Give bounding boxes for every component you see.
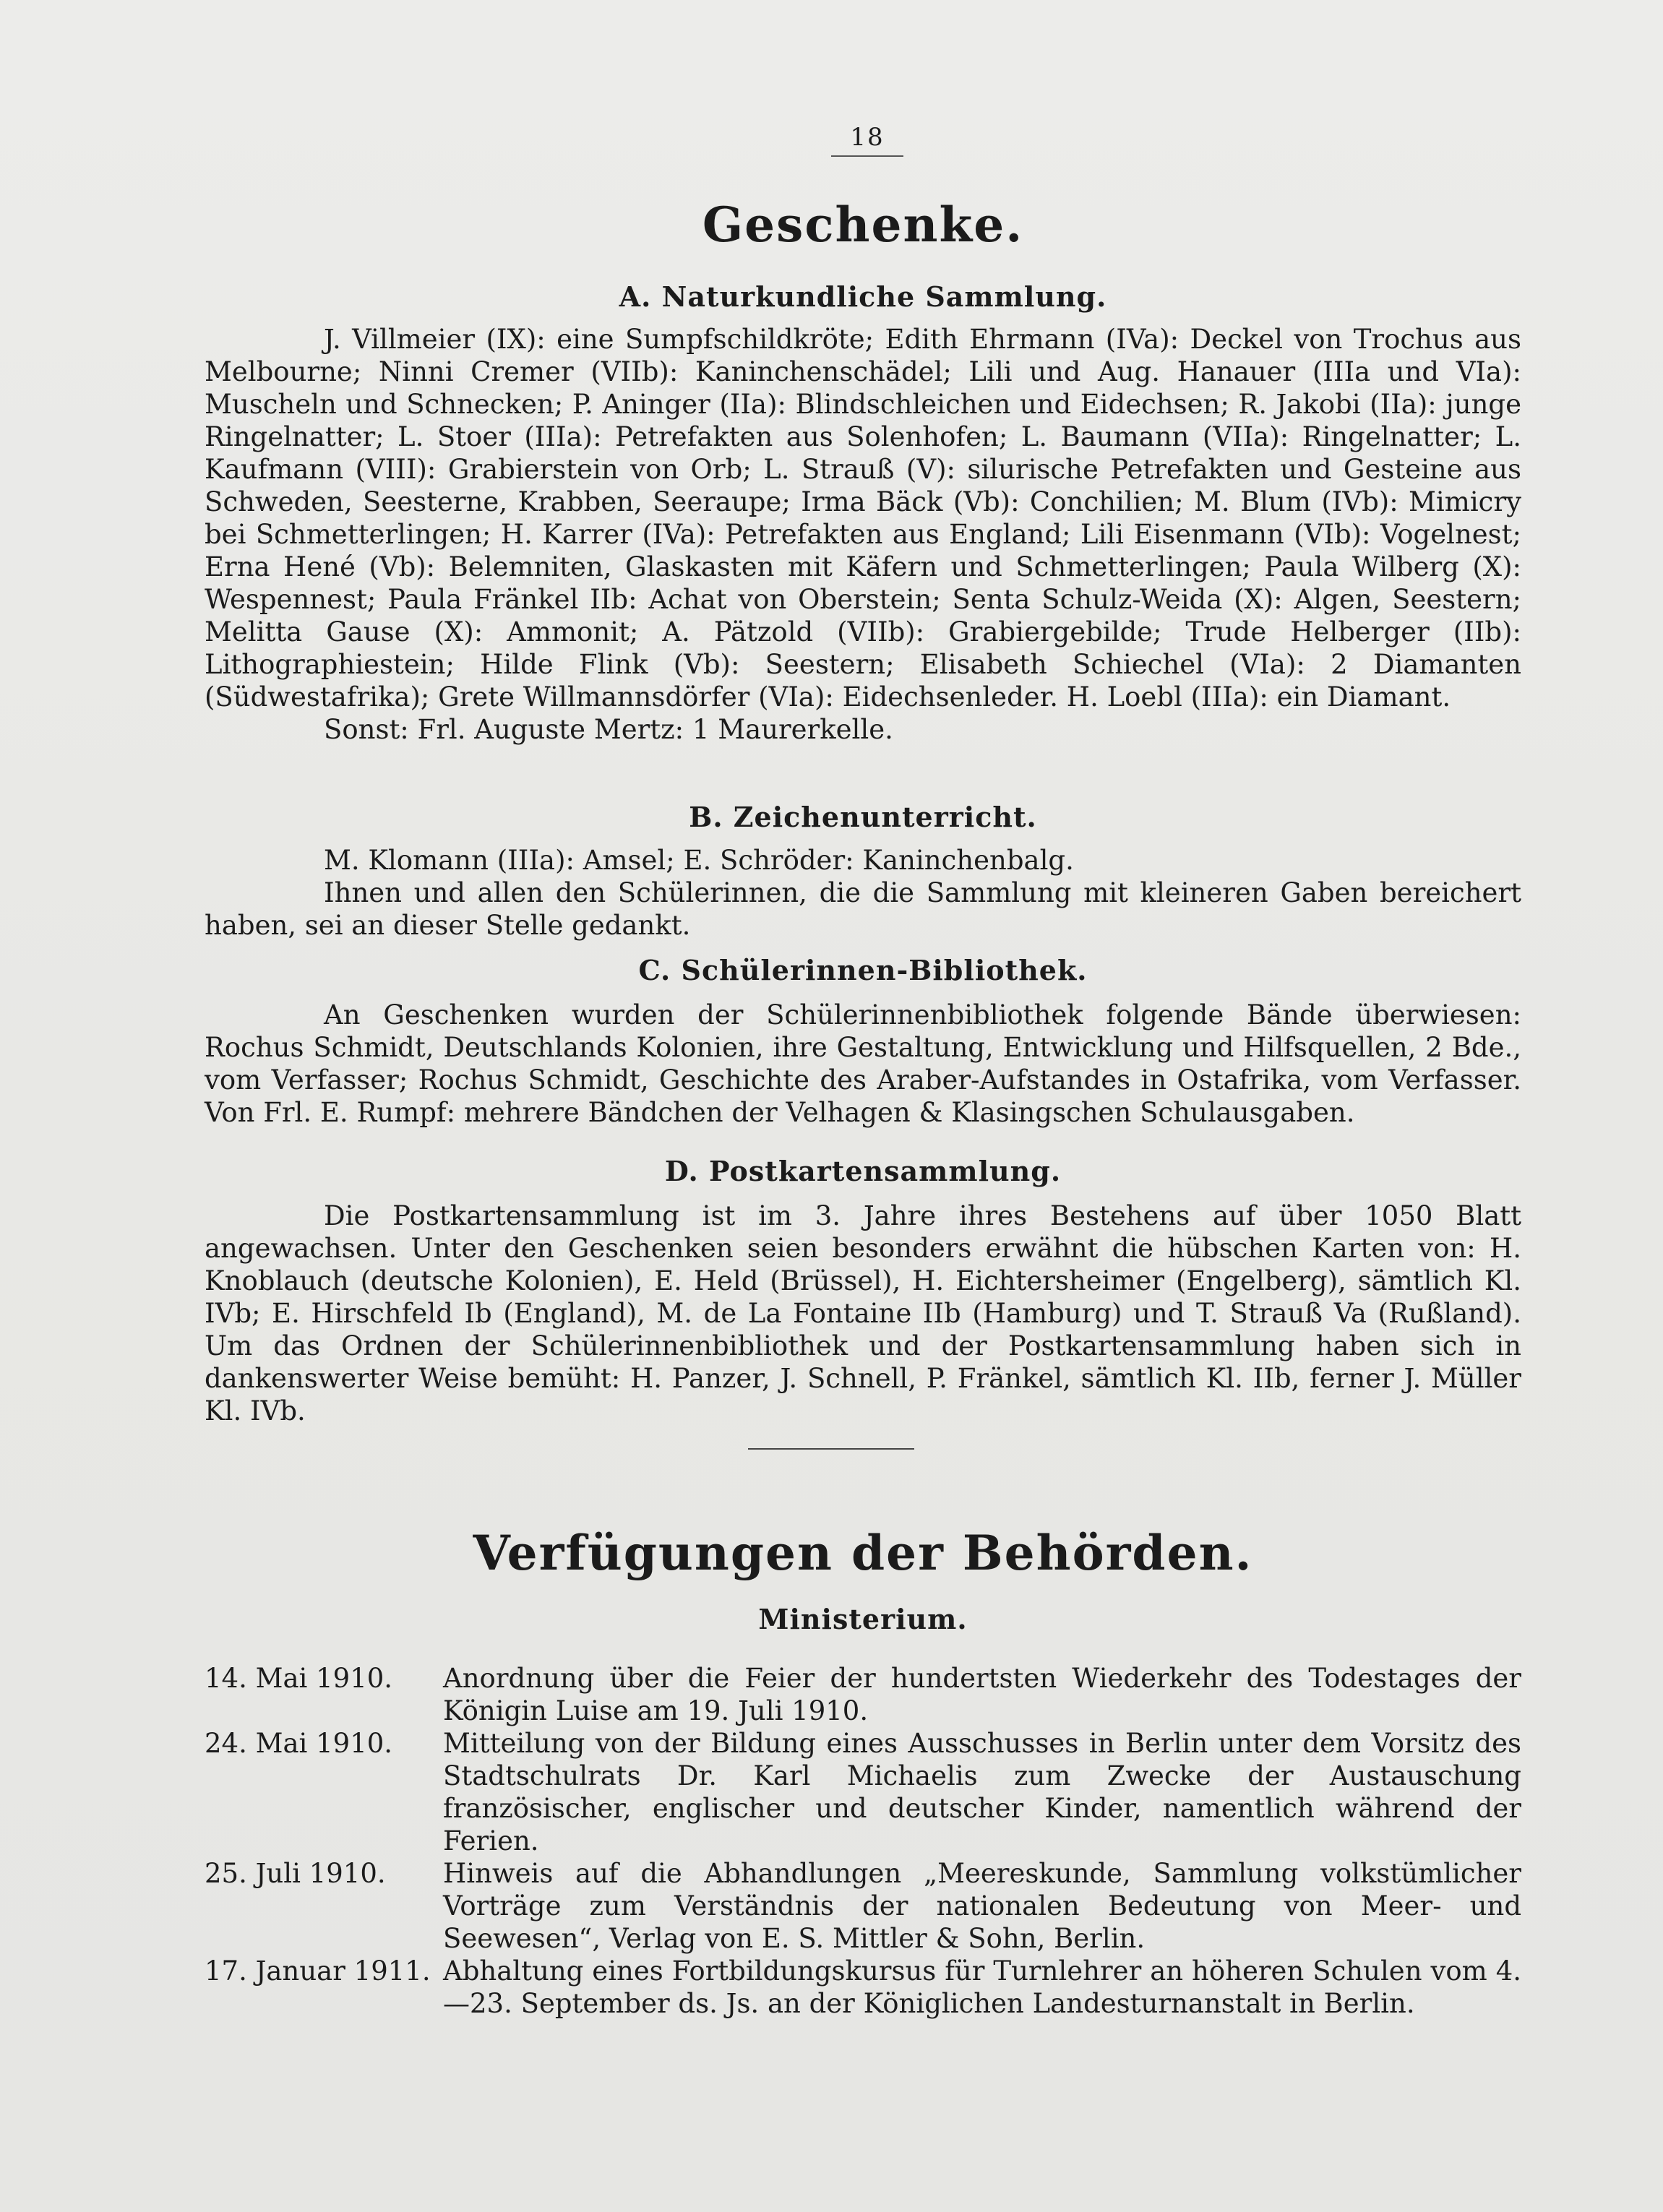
page-number: 18 [850,123,885,152]
decree-entry [205,1662,1521,1727]
decree-text: Hinweis auf die Abhandlungen „Meereskunde, Sammlung volkstümlicher Vorträge zum Verständnis der nationalen Bedeutung von Meer- und Seewesen“, Verlag von E. S. Mittler & Sohn, Berlin. [443,1858,1521,1954]
section-a-sonst: Sonst: Frl. Auguste Mertz: 1 Maurerkelle. [324,714,893,745]
page-number-rule [831,155,903,157]
decree-text: Abhaltung eines Fortbildungskursus für Turnlehrer an höheren Schulen vom 4.—23. September ds. Js. an der Königlichen Landesturnanstalt in Berlin. [443,1955,1521,2019]
decree-text: Mitteilung von der Bildung eines Ausschusses in Berlin unter dem Vorsitz des Stadtschulrats Dr. Karl Michaelis zum Zwecke der Austauschung französischer, englischer und deutscher Kinder, namentlich während der Ferien. [443,1728,1521,1856]
section-a-paragraph: J. Villmeier (IX): eine Sumpfschildkröte; Edith Ehrmann (IVa): Deckel von Trochus aus Melbourne; Ninni Cremer (VIIb): Kaninchenschädel; Lili und Aug. Hanauer (IIIa und VIa): Muscheln und Schnecken; P. Aninger (IIa): Blindschleichen und Eidechsen; R. Jakobi (IIa): junge Ringelnatter; L. Stoer (IIIa): Petrefakten aus Solenhofen; L. Baumann (VIIa): Ringelnatter; L. Kaufmann (VIII): Grabierstein von Orb; L. Strauß (V): silurische Petrefakten und Gesteine aus Schweden, Seesterne, Krabben, Seeraupe; Irma Bäck (Vb): Conchilien; M. Blum (IVb): Mimicry bei Schmetterlingen; H. Karrer (IVa): Petrefakten aus England; Lili Eisenmann (VIb): Vogelnest; Erna Hené (Vb): Belemniten, Glaskasten mit Käfern und Schmetterlingen; Paula Wilberg (X): Wespennest; Paula Fränkel IIb: Achat von Oberstein; Senta Schulz-Weida (X): Algen, Seestern; Melitta Gause (X): Ammonit; A. Pätzold (VIIb): Grabiergebilde; Trude Helberger (IIb): Lithographiestein; Hilde Flink (Vb): Seestern; Elisabeth Schiechel (VIa): 2 Diamanten (Südwestafrika); Grete Willmannsdörfer (VIa): Eidechsenleder. H. Loebl (IIIa): ein Diamant. [205,324,1521,713]
section-d-body [205,1200,1521,1427]
section-c-paragraph: An Geschenken wurden der Schülerinnenbibliothek folgende Bände überwiesen: Rochus Schmidt, Deutschlands Kolonien, ihre Gestaltung, Entwicklung und Hilfsquellen, 2 Bde., vom Verfasser; Rochus Schmidt, Geschichte des Araber-Aufstandes in Ostafrika, vom Verfasser. Von Frl. E. Rumpf: mehrere Bändchen der Velhagen & Klasingschen Schulausgaben. [205,999,1521,1128]
section-a-body [205,323,1521,746]
ministerium-heading: Ministerium. [758,1603,968,1635]
section-a-heading: A. Naturkundliche Sammlung. [619,280,1107,313]
decree-text: Anordnung über die Feier der hundertsten Wiederkehr des Todestages der Königin Luise am 19. Juli 1910. [443,1663,1521,1726]
decree-date: 14. Mai 1910. [205,1663,393,1694]
decree-list [205,1662,1521,2020]
section-b-heading: B. Zeichenunterricht. [689,801,1037,833]
decree-entry [205,1727,1521,1857]
section-d-heading: D. Postkartensammlung. [664,1155,1062,1187]
section-b-paragraph: M. Klomann (IIIa): Amsel; E. Schröder: Kaninchenbalg. [324,845,1074,876]
decree-entry [205,1857,1521,1955]
decree-date: 17. Januar 1911. [205,1955,431,1987]
section-c-body [205,999,1521,1129]
section-b-thanks: Ihnen und allen den Schülerinnen, die die Sammlung mit kleineren Gaben bereichert haben, sei an dieser Stelle gedankt. [205,877,1521,941]
decree-date: 25. Juli 1910. [205,1858,386,1889]
geschenke-title: Geschenke. [702,197,1024,253]
section-c-heading: C. Schülerinnen-Bibliothek. [638,954,1088,986]
decree-entry [205,1955,1521,2020]
section-d-paragraph: Die Postkartensammlung ist im 3. Jahre ihres Bestehens auf über 1050 Blatt angewachsen. Unter den Geschenken seien besonders erwähnt die hübschen Karten von: H. Knoblauch (deutsche Kolonien), E. Held (Brüssel), H. Eichtersheimer (Engelberg), sämtlich Kl. IVb; E. Hirschfeld Ib (England), M. de La Fontaine IIb (Hamburg) und T. Strauß Va (Rußland). Um das Ordnen der Schülerinnenbibliothek und der Postkartensammlung haben sich in dankenswerter Weise bemüht: H. Panzer, J. Schnell, P. Fränkel, sämtlich Kl. IIb, ferner J. Müller Kl. IVb. [205,1200,1521,1426]
section-b-body [205,844,1521,942]
decree-date: 24. Mai 1910. [205,1728,393,1759]
section-divider [748,1448,914,1450]
verfuegungen-title: Verfügungen der Behörden. [473,1525,1253,1581]
